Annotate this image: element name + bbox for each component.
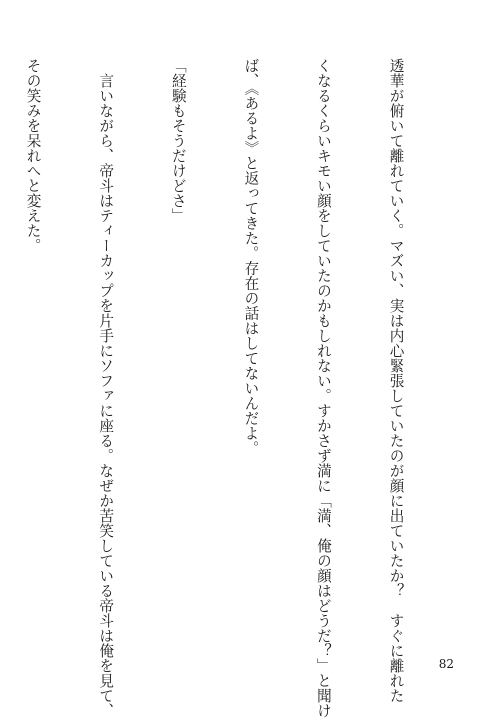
text-line: 「経験もそうだけどさ」 (169, 58, 187, 223)
text-line: その笑みを呆れへと変えた。 (24, 58, 42, 253)
text-line: ば、《あるよ》と返ってきた。存在の話はしてないんだよ。 (242, 58, 260, 456)
text-line: 透華が俯いて離れていく。マズい、実は内心緊張していたのが顔に出ていたか？ すぐに離れた (387, 58, 405, 703)
text-line: くなるくらいキモい顔をしていたのかもしれない。すかさず満に「満、俺の顔はどうだ？」と聞け (314, 58, 332, 718)
text-line: 言いながら、帝斗はティーカップを片手にソファに座る。なぜか苦笑している帝斗は俺を見て、 (97, 58, 115, 718)
page-number: 82 (438, 657, 454, 671)
